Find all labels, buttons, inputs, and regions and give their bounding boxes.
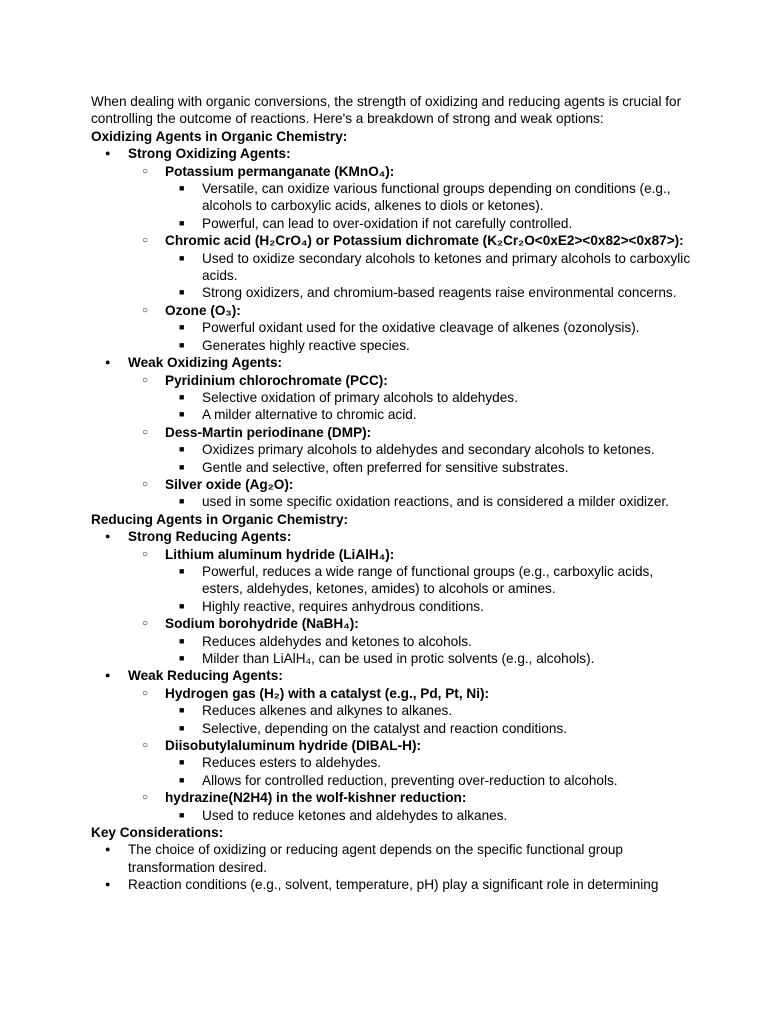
point-list <box>165 389 691 424</box>
agent-item <box>128 476 691 511</box>
intro-paragraph: When dealing with organic conversions, the strength of oxidizing and reducing agents is crucial for controlling the outcome of reactions. Here's a breakdown of strong and weak options: <box>91 94 682 127</box>
group-item <box>91 145 691 354</box>
consideration-item: ● The choice of oxidizing or reducing agent depends on the specific functional group transformation desired. <box>91 841 691 876</box>
group-item <box>91 667 691 824</box>
agent-item <box>128 789 691 824</box>
point-list <box>165 250 691 302</box>
agent-name: ○ Ozone (O₃): <box>128 302 691 319</box>
agent-item <box>128 615 691 667</box>
agent-name: ○ Sodium borohydride (NaBH₄): <box>128 615 691 632</box>
agent-list <box>128 546 691 668</box>
point-list <box>165 754 691 789</box>
agent-item <box>128 737 691 789</box>
point-item: ■ Reduces alkenes and alkynes to alkanes. <box>165 702 691 719</box>
point-item: ■ Reduces aldehydes and ketones to alcohols. <box>165 633 691 650</box>
point-item: ■ Allows for controlled reduction, preventing over-reduction to alcohols. <box>165 772 691 789</box>
point-item: ■ Used to oxidize secondary alcohols to ketones and primary alcohols to carboxylic acids. <box>165 250 691 285</box>
agent-item <box>128 302 691 354</box>
document-page <box>91 93 691 894</box>
point-item: ■ Versatile, can oxidize various functional groups depending on conditions (e.g., alcohols to carboxylic acids, alkenes to diols or ketones). <box>165 180 691 215</box>
agent-item <box>128 424 691 476</box>
agent-name: ○ Diisobutylaluminum hydride (DIBAL-H): <box>128 737 691 754</box>
point-list <box>165 493 691 510</box>
group-list <box>91 528 691 824</box>
point-item: ■ Reduces esters to aldehydes. <box>165 754 691 771</box>
considerations-list <box>91 841 691 893</box>
point-list <box>165 807 691 824</box>
agent-item <box>128 685 691 737</box>
point-item: ■ Generates highly reactive species. <box>165 337 691 354</box>
point-item: ■ Used to reduce ketones and aldehydes to alkanes. <box>165 807 691 824</box>
group-title: ● Weak Reducing Agents: <box>91 667 691 684</box>
point-item: ■ Powerful, reduces a wide range of functional groups (e.g., carboxylic acids, esters, aldehydes, ketones, amides) to alcohols or amines. <box>165 563 691 598</box>
group-item <box>91 354 691 511</box>
point-list <box>165 441 691 476</box>
point-item: ■ Milder than LiAlH₄, can be used in protic solvents (e.g., alcohols). <box>165 650 691 667</box>
sections <box>91 128 691 824</box>
point-list <box>165 633 691 668</box>
section-heading: Reducing Agents in Organic Chemistry: <box>91 511 349 527</box>
point-list <box>165 563 691 615</box>
point-item: ■ Powerful oxidant used for the oxidative cleavage of alkenes (ozonolysis). <box>165 319 691 336</box>
point-item: ■ Selective, depending on the catalyst and reaction conditions. <box>165 720 691 737</box>
point-list <box>165 702 691 737</box>
consideration-item: ● Reaction conditions (e.g., solvent, temperature, pH) play a significant role in determining <box>91 876 691 893</box>
group-list <box>91 145 691 511</box>
agent-item <box>128 232 691 302</box>
agent-name: ○ Lithium aluminum hydride (LiAlH₄): <box>128 546 691 563</box>
point-item: ■ Oxidizes primary alcohols to aldehydes and secondary alcohols to ketones. <box>165 441 691 458</box>
group-title: ● Strong Reducing Agents: <box>91 528 691 545</box>
point-item: ■ used in some specific oxidation reactions, and is considered a milder oxidizer. <box>165 493 691 510</box>
agent-name: ○ Silver oxide (Ag₂O): <box>128 476 691 493</box>
considerations-heading: Key Considerations: <box>91 825 224 841</box>
agent-name: ○ Hydrogen gas (H₂) with a catalyst (e.g., Pd, Pt, Ni): <box>128 685 691 702</box>
agent-item <box>128 546 691 616</box>
point-item: ■ Highly reactive, requires anhydrous conditions. <box>165 598 691 615</box>
group-item <box>91 528 691 667</box>
agent-name: ○ Pyridinium chlorochromate (PCC): <box>128 372 691 389</box>
point-item: ■ Gentle and selective, often preferred for sensitive substrates. <box>165 459 691 476</box>
point-item: ■ Selective oxidation of primary alcohols to aldehydes. <box>165 389 691 406</box>
point-item: ■ Strong oxidizers, and chromium-based reagents raise environmental concerns. <box>165 284 691 301</box>
agent-name: ○ Dess-Martin periodinane (DMP): <box>128 424 691 441</box>
point-list <box>165 319 691 354</box>
point-item: ■ Powerful, can lead to over-oxidation if not carefully controlled. <box>165 215 691 232</box>
point-item: ■ A milder alternative to chromic acid. <box>165 406 691 423</box>
agent-name: ○ hydrazine(N2H4) in the wolf-kishner reduction: <box>128 789 691 806</box>
point-list <box>165 180 691 232</box>
agent-list <box>128 685 691 824</box>
agent-item <box>128 163 691 233</box>
agent-name: ○ Potassium permanganate (KMnO₄): <box>128 163 691 180</box>
agent-list <box>128 372 691 511</box>
section-heading: Oxidizing Agents in Organic Chemistry: <box>91 128 348 144</box>
agent-list <box>128 163 691 354</box>
agent-item <box>128 372 691 424</box>
group-title: ● Strong Oxidizing Agents: <box>91 145 691 162</box>
agent-name: ○ Chromic acid (H₂CrO₄) or Potassium dichromate (K₂Cr₂O<0xE2><0x82><0x87>): <box>128 232 691 249</box>
group-title: ● Weak Oxidizing Agents: <box>91 354 691 371</box>
